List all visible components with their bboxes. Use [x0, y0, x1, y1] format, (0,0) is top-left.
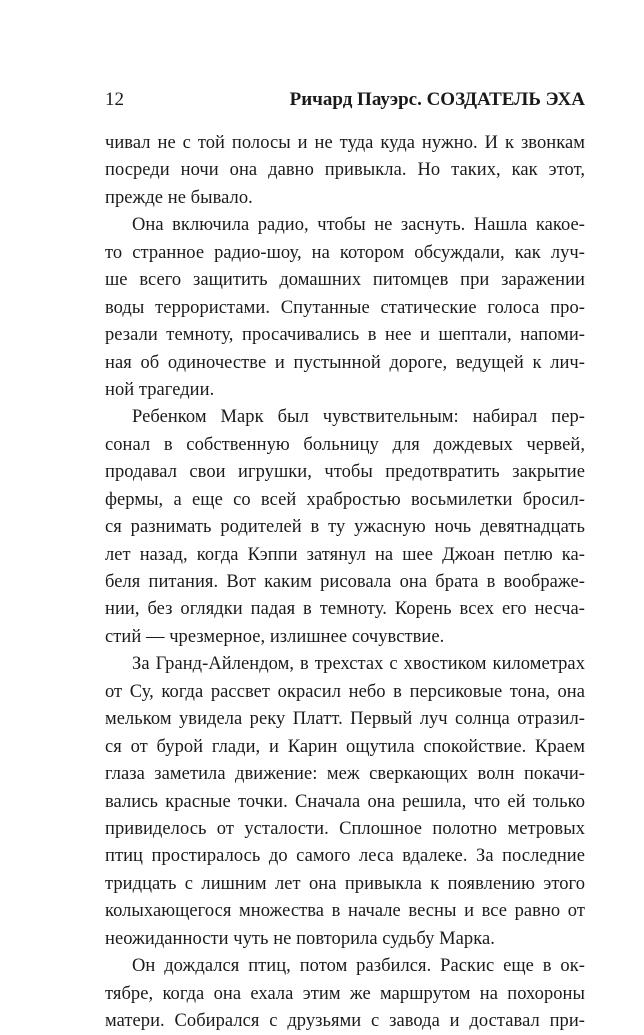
- running-title: Ричард Пауэрс. СОЗДАТЕЛЬ ЭХА: [289, 89, 585, 110]
- text-line: ной трагедии.: [105, 379, 215, 400]
- text-line: ше всего защитить домашних питомцев при заражении: [105, 270, 585, 291]
- text-line: птиц простиралось до самого леса вдалеке. За последние: [105, 846, 585, 867]
- text-line: привиделось от усталости. Сплошное полотно метровых: [105, 818, 585, 839]
- text-line: тридцать с лишним лет она привыкла к появлению этого: [105, 873, 585, 894]
- text-line: беля питания. Вот каким рисовала она брата в воображе-: [105, 572, 585, 592]
- text-line: тябре, когда она ехала этим же маршрутом на похороны: [105, 983, 585, 1004]
- text-line: Ребенком Марк был чувствительным: набирал пер-: [132, 407, 585, 428]
- text-line: то странное радио-шоу, на котором обсуждали, как луч-: [105, 242, 585, 263]
- text-line: нии, без оглядки падая в темноту. Корень всех его несча-: [105, 599, 585, 620]
- text-line: ся от бурой глади, и Карин ощутила спокойствие. Краем: [105, 736, 585, 757]
- text-line: от Су, когда рассвет окрасил небо в персиковые тона, она: [105, 681, 585, 702]
- text-line: Он дождался птиц, потом разбился. Раскис еще в ок-: [132, 956, 585, 977]
- text-line: ся разнимать родителей в ту ужасную ночь девятнадцать: [105, 517, 585, 538]
- text-line: Она включила радио, чтобы не заснуть. Нашла какое-: [132, 215, 585, 236]
- text-line: прежде не бывало.: [105, 187, 253, 208]
- text-line: вались красные точки. Сначала она решила, что ей только: [105, 791, 585, 812]
- text-line: За Гранд-Айлендом, в трехстах с хвостиком километрах: [132, 654, 585, 675]
- text-line: посреди ночи она давно привыкла. Но таких, как этот,: [105, 160, 585, 181]
- text-line: лет назад, когда Кэппи затянул на шее Джоан петлю ка-: [105, 544, 585, 565]
- text-line: колыхающегося множества в начале весны и все равно от: [105, 901, 585, 922]
- body-text: [105, 130, 585, 1035]
- running-header: [105, 88, 585, 116]
- text-line: фермы, а еще со всей храбростью восьмилетки бросил-: [105, 489, 585, 510]
- text-line: сонал в собственную больницу для дождевых червей,: [105, 434, 585, 455]
- text-line: глаза заметила движение: меж сверкающих волн покачи-: [105, 764, 585, 785]
- text-line: резали темноту, просачивались в нее и шептали, напоми-: [105, 325, 585, 346]
- text-line: матери. Собирался с друзьями с завода и доставал при-: [105, 1011, 585, 1031]
- text-line: ная об одиночестве и пустынной дороге, ведущей к лич-: [105, 352, 585, 373]
- text-line: мельком увидела реку Платт. Первый луч солнца отразил-: [105, 709, 585, 730]
- page-number: 12: [105, 89, 124, 110]
- text-line: продавал свои игрушки, чтобы предотвратить закрытие: [105, 462, 585, 483]
- text-line: стий — чрезмерное, излишнее сочувствие.: [105, 626, 445, 647]
- text-line: воды террористами. Спутанные статические голоса про-: [105, 297, 585, 318]
- text-line: неожиданности чуть не повторила судьбу Марка.: [105, 928, 495, 949]
- text-line: чивал не с той полосы и не туда куда нужно. И к звонкам: [105, 133, 585, 153]
